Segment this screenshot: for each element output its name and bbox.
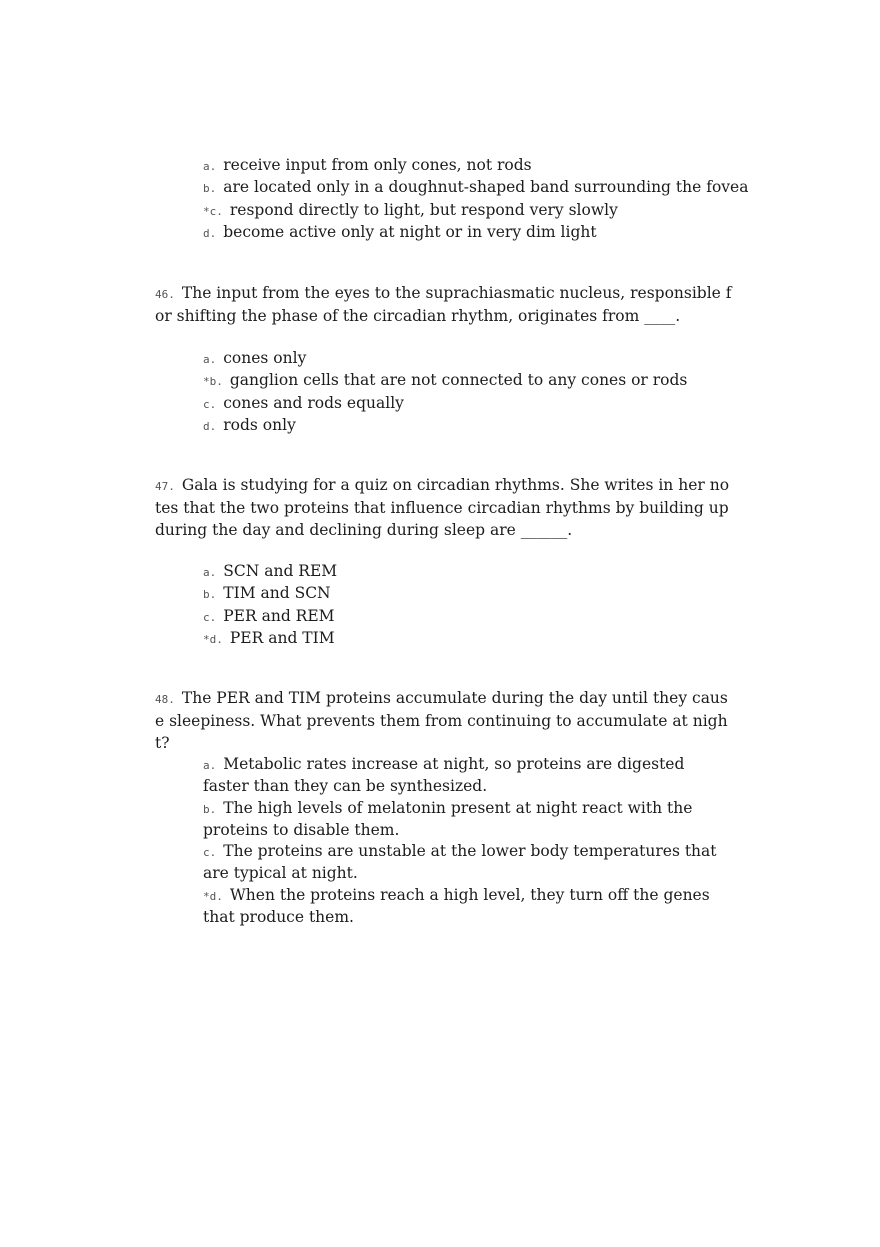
q48-option-c — [203, 841, 731, 885]
question-text: The PER and TIM proteins accumulate during the day until they cause sleepiness. What prevents them from continuing to accumulate at night? — [155, 689, 728, 752]
q47-stem — [155, 475, 733, 541]
question-number: 48. — [155, 693, 175, 706]
option-text: The high levels of melatonin present at night react with the proteins to disable them. — [203, 798, 693, 839]
q48-option-b — [203, 798, 731, 842]
option-text: When the proteins reach a high level, they turn off the genes that produce them. — [203, 885, 710, 927]
q46-option-a — [203, 348, 743, 370]
option-mark: a. — [203, 160, 217, 173]
q47-option-b — [203, 583, 743, 605]
q45-option-b — [203, 177, 749, 199]
q47-options — [203, 561, 743, 650]
option-mark: d. — [203, 419, 217, 433]
option-text: become active only at night or in very dim light — [223, 222, 597, 241]
option-mark: c. — [203, 610, 217, 624]
option-mark: *d. — [203, 889, 223, 903]
question-text: The input from the eyes to the suprachiasmatic nucleus, responsible for shifting the phase of the circadian rhythm, originates from ____. — [155, 284, 732, 325]
q48-stem — [155, 688, 733, 754]
q48-option-d — [203, 885, 731, 929]
option-text: cones only — [223, 349, 307, 367]
q47-option-a — [203, 561, 743, 583]
q45-options — [203, 155, 749, 244]
option-mark: b. — [203, 182, 217, 196]
option-mark: b. — [203, 802, 217, 816]
option-mark: d. — [203, 226, 217, 240]
option-mark: *d. — [203, 632, 223, 646]
q46-option-b — [203, 370, 743, 392]
option-text: SCN and REM — [223, 562, 338, 580]
question-text: Gala is studying for a quiz on circadian rhythms. She writes in her notes that the two proteins that influence circadian rhythms by building up during the day and declining during sleep are ______. — [155, 476, 730, 539]
q45-option-d — [203, 222, 743, 244]
q45-option-a — [203, 155, 743, 177]
q46-stem — [155, 283, 733, 328]
question-number: 47. — [155, 480, 175, 493]
option-text: Metabolic rates increase at night, so proteins are digested faster than they can be synthesized. — [203, 755, 685, 796]
q46-option-c — [203, 393, 743, 415]
option-mark: *c. — [203, 204, 223, 218]
option-mark: c. — [203, 397, 217, 411]
option-text: receive input from only cones, not rods — [223, 156, 532, 174]
option-mark: *b. — [203, 375, 223, 389]
question-number: 46. — [155, 288, 175, 301]
option-mark: a. — [203, 759, 217, 772]
option-text: The proteins are unstable at the lower body temperatures that are typical at night. — [203, 842, 717, 883]
q47-option-d — [203, 628, 743, 650]
option-text: respond directly to light, but respond very slowly — [229, 200, 618, 219]
option-mark: c. — [203, 846, 217, 860]
option-mark: a. — [203, 566, 217, 579]
option-mark: a. — [203, 353, 217, 366]
option-text: cones and rods equally — [223, 393, 404, 412]
q48-options — [203, 754, 743, 928]
option-text: PER and TIM — [229, 628, 335, 647]
q46-options — [203, 348, 743, 437]
option-text: PER and REM — [223, 606, 335, 625]
q45-option-c — [203, 200, 743, 222]
option-mark: b. — [203, 588, 217, 602]
option-text: ganglion cells that are not connected to any cones or rods — [229, 371, 688, 390]
q47-option-c — [203, 606, 743, 628]
q46-option-d — [203, 415, 743, 437]
option-text: TIM and SCN — [223, 584, 331, 603]
q48-option-a — [203, 754, 731, 798]
option-text: rods only — [223, 415, 296, 434]
option-text: are located only in a doughnut-shaped band surrounding the fovea — [223, 178, 749, 197]
